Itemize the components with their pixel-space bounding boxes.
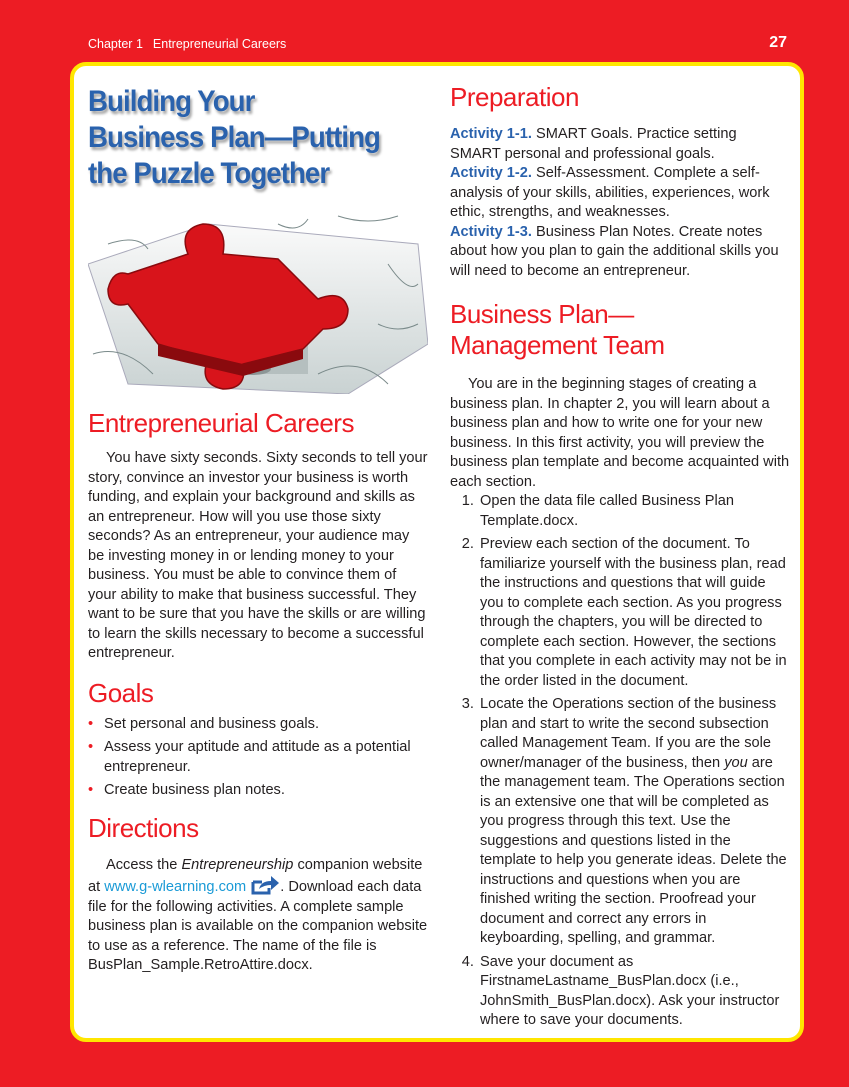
section-heading: Entrepreneurial Careers — [88, 408, 354, 438]
list-item: • Assess your aptitude and attitude as a potential entrepreneur. — [88, 738, 428, 777]
text: are the management team. The Operations section is an extensive one that will be completed as you progress through this text. Use the suggestions and questions listed in the template to help you generate ideas. Delete the instructions and questions when you are finished writing the section. Proofread your document and correct any errors in keyboarding, spelling, and grammar. — [480, 754, 787, 946]
left-column — [88, 66, 428, 976]
external-link-icon[interactable] — [250, 875, 280, 895]
activity-label: Activity 1-3. — [450, 223, 532, 240]
section-heading: Goals — [88, 677, 154, 708]
section-heading: Business Plan—Management Team — [450, 299, 665, 360]
step-item: 2. Preview each section of the document. To familiarize yourself with the business plan, read the instructions and questions that will guide you to complete each section. As you progress through the chapters, you will be directed to complete each section. However, the sections that you complete in each activity may not be in the order listed in the document. — [478, 535, 790, 691]
content-panel — [70, 62, 804, 1042]
activity-item — [450, 223, 790, 282]
title-line: Business Plan—Putting — [88, 121, 380, 154]
list-item: • Set personal and business goals. — [88, 715, 428, 735]
goals-list — [88, 715, 428, 801]
activity-text: SMART Goals. Practice setting SMART personal and professional goals. — [450, 126, 737, 162]
steps-list — [450, 492, 790, 1031]
right-column — [450, 66, 790, 1035]
activity-label: Activity 1-1. — [450, 126, 532, 142]
activity-label: Activity 1-2. — [450, 165, 532, 181]
title-line: the Puzzle Together — [88, 157, 330, 190]
step-item: 4. Save your document as FirstnameLastname_BusPlan.docx (i.e., JohnSmith_BusPlan.docx). Ask your instructor where to save your documents. — [478, 953, 790, 1031]
title-line: Building Your — [88, 85, 255, 118]
page-number: 27 — [769, 34, 787, 51]
running-header — [88, 37, 286, 51]
activity-text: Business Plan Notes. Create notes about how you plan to gain the additional skills you will need to become an entrepreneur. — [450, 223, 779, 279]
website-link[interactable]: www.g-wlearning.com — [104, 879, 247, 895]
section-heading: Preparation — [450, 82, 579, 112]
puzzle-image — [88, 204, 428, 394]
management-intro: You are in the beginning stages of creating a business plan. In chapter 2, you will learn about a business plan and how to write one for your new business. In this first activity, you will preview the business plan template and become acquainted with each section. — [450, 376, 790, 490]
text: Access the — [106, 856, 182, 873]
section-heading: Directions — [88, 812, 199, 843]
chapter-label: Chapter 1 — [88, 37, 143, 51]
step-item: 1. Open the data file called Business Plan Template.docx. — [478, 492, 790, 531]
text: companion website at — [88, 856, 423, 895]
activity-text: Self-Assessment. Complete a self-analysis of your skills, abilities, experiences, work ethic, strengths, and weaknesses. — [450, 165, 770, 220]
activity-item — [450, 164, 790, 223]
step-item — [478, 695, 790, 949]
text: you — [724, 754, 748, 771]
activity-item — [450, 125, 790, 164]
list-item: • Create business plan notes. — [88, 781, 428, 801]
feature-title — [88, 84, 401, 192]
directions-paragraph — [88, 856, 428, 976]
chapter-title: Entrepreneurial Careers — [152, 37, 287, 51]
text: Locate the Operations section of the business plan and start to write the second subsection called Management Team. If you are the sole owner/manager of the business, then — [480, 696, 777, 771]
intro-paragraph: You have sixty seconds. Sixty seconds to tell your story, convince an investor your business is worth funding, and explain your background and skills as an entrepreneur. How will you use those sixty seconds? As an entrepreneur, your audience may be investing money in or lending money to your business. You must be able to convince them of your ability to make that business successful. They want to be sure that you have the skills or are willing to learn the skills necessary to become a successful entrepreneur. — [88, 450, 428, 661]
book-title: Entrepreneurship — [181, 856, 294, 873]
text: . Download each data file for the following activities. A complete sample business plan is available on the companion website to use as a reference. The name of the file is BusPlan_Sample.RetroAttire.docx. — [88, 879, 428, 973]
